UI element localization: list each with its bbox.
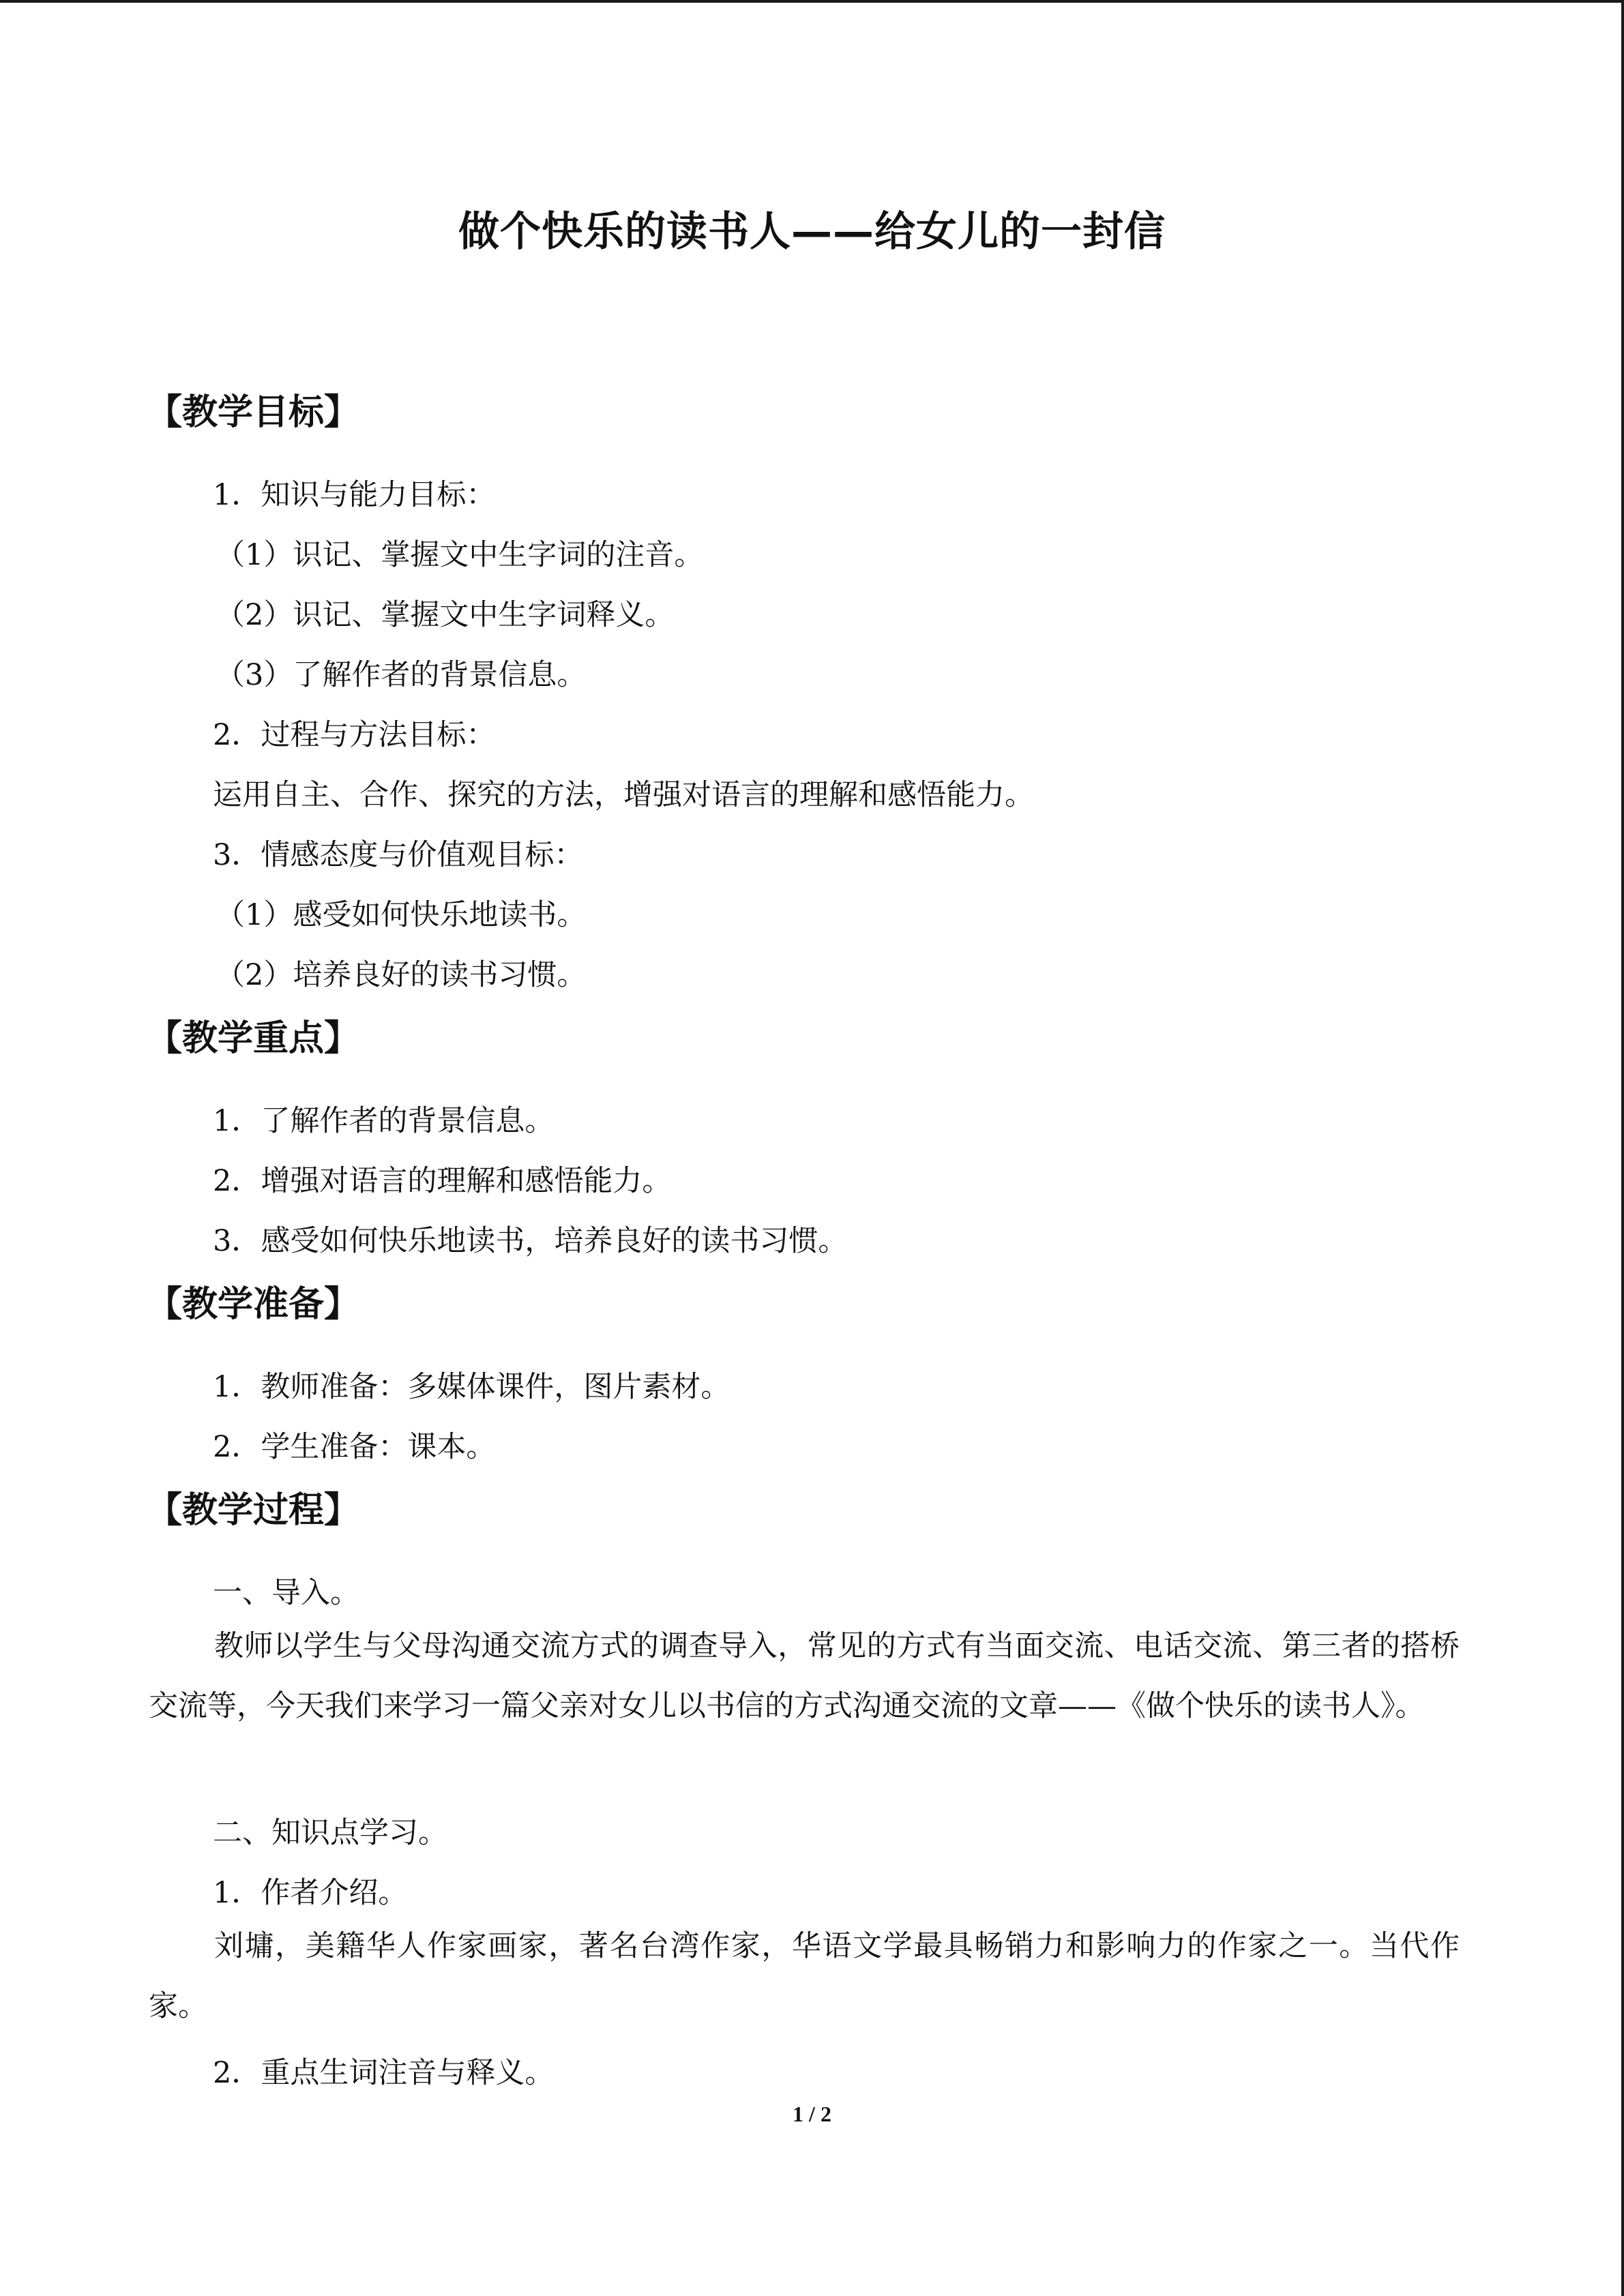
process-author-label: 1．作者介绍。 <box>213 1876 408 1910</box>
objective-line: 运用自主、合作、探究的方法，增强对语言的理解和感悟能力。 <box>213 778 1034 812</box>
process-vocab-label: 2．重点生词注音与释义。 <box>213 2056 555 2090</box>
heading-process: 【教学过程】 <box>147 1490 360 1531</box>
objective-line: （3）了解作者的背景信息。 <box>216 658 587 692</box>
objective-line: （1）识记、掌握文中生字词的注音。 <box>216 538 704 572</box>
objective-line: （1）感受如何快乐地读书。 <box>216 898 587 932</box>
objective-line: 2．过程与方法目标： <box>213 718 496 752</box>
preparation-line: 1．教师准备：多媒体课件，图片素材。 <box>213 1370 730 1404</box>
objective-line: （2）识记、掌握文中生字词释义。 <box>216 598 675 632</box>
document-title: 做个快乐的读书人——给女儿的一封信 <box>458 208 1166 256</box>
heading-preparation: 【教学准备】 <box>147 1284 360 1325</box>
process-author-paragraph: 刘墉，美籍华人作家画家，著名台湾作家，华语文学最具畅销力和影响力的作家之一。当代作家。 <box>149 1929 1460 2023</box>
page-border-right <box>1621 0 1624 2296</box>
page-number: 1 / 2 <box>793 2102 831 2126</box>
page-border-top <box>0 0 1624 3</box>
objective-line: （2）培养良好的读书习惯。 <box>216 958 587 992</box>
objective-line: 1．知识与能力目标： <box>213 478 496 512</box>
heading-objectives: 【教学目标】 <box>147 392 360 433</box>
key-point-line: 1．了解作者的背景信息。 <box>213 1104 555 1138</box>
preparation-line: 2．学生准备：课本。 <box>213 1430 496 1464</box>
process-intro-paragraph: 教师以学生与父母沟通交流方式的调查导入，常见的方式有当面交流、电话交流、第三者的搭桥交流等，今天我们来学习一篇父亲对女儿以书信的方式沟通交流的文章——《做个快乐的读书人》。 <box>149 1629 1460 1723</box>
process-intro-label: 一、导入。 <box>213 1576 359 1610</box>
objective-line: 3．情感态度与价值观目标： <box>213 838 584 872</box>
key-point-line: 3．感受如何快乐地读书，培养良好的读书习惯。 <box>213 1224 848 1258</box>
process-knowledge-label: 二、知识点学习。 <box>213 1816 447 1850</box>
key-point-line: 2．增强对语言的理解和感悟能力。 <box>213 1164 672 1198</box>
heading-key-points: 【教学重点】 <box>147 1018 360 1059</box>
